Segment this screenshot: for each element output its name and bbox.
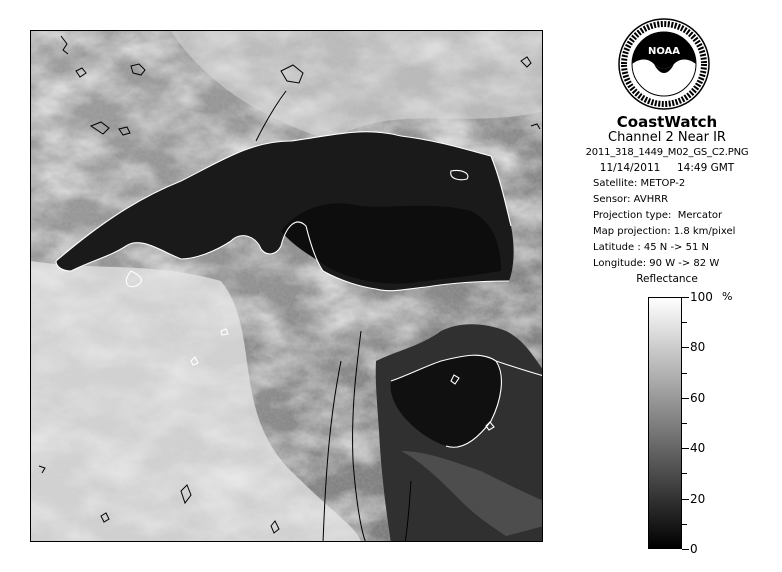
colorbar-tick-mark	[682, 423, 687, 424]
satellite-image	[30, 30, 543, 542]
legend-unit: %	[722, 290, 733, 303]
map-projection-label: Map projection: 1.8 km/pixel	[593, 226, 736, 237]
colorbar-tick-label: 60	[690, 391, 706, 405]
colorbar-tick-label: 20	[690, 492, 706, 506]
colorbar-tick-label: 80	[690, 340, 706, 354]
colorbar-tick-label: 100	[690, 290, 713, 304]
colorbar-tick-label: 40	[690, 441, 706, 455]
reflectance-colorbar	[648, 297, 682, 549]
svg-text:NOAA: NOAA	[647, 46, 681, 57]
brand-title: CoastWatch	[616, 113, 718, 131]
colorbar-tick-mark	[682, 549, 689, 550]
colorbar-tick-label: 0	[690, 542, 698, 556]
colorbar-tick-mark	[682, 297, 689, 298]
image-datetime: 11/14/2011 14:49 GMT	[599, 162, 735, 174]
colorbar-tick-mark	[682, 373, 687, 374]
longitude-label: Longitude: 90 W -> 82 W	[593, 258, 720, 269]
noaa-logo-icon	[618, 18, 710, 110]
colorbar-tick-mark	[682, 347, 689, 348]
sensor-label: Sensor: AVHRR	[593, 194, 669, 205]
legend-title: Reflectance	[636, 273, 698, 285]
reflectance-map	[31, 31, 543, 542]
projection-type-label: Projection type: Mercator	[593, 210, 723, 221]
colorbar-tick-mark	[682, 322, 687, 323]
colorbar-tick-mark	[682, 524, 687, 525]
colorbar-tick-mark	[682, 473, 687, 474]
satellite-label: Satellite: METOP-2	[593, 178, 686, 189]
channel-title: Channel 2 Near IR	[608, 130, 726, 145]
colorbar-tick-mark	[682, 448, 689, 449]
image-filename: 2011_318_1449_M02_GS_C2.PNG	[585, 147, 749, 158]
colorbar-tick-mark	[682, 499, 689, 500]
info-panel	[562, 16, 772, 561]
colorbar-tick-mark	[682, 398, 689, 399]
latitude-label: Latitude : 45 N -> 51 N	[593, 242, 709, 253]
